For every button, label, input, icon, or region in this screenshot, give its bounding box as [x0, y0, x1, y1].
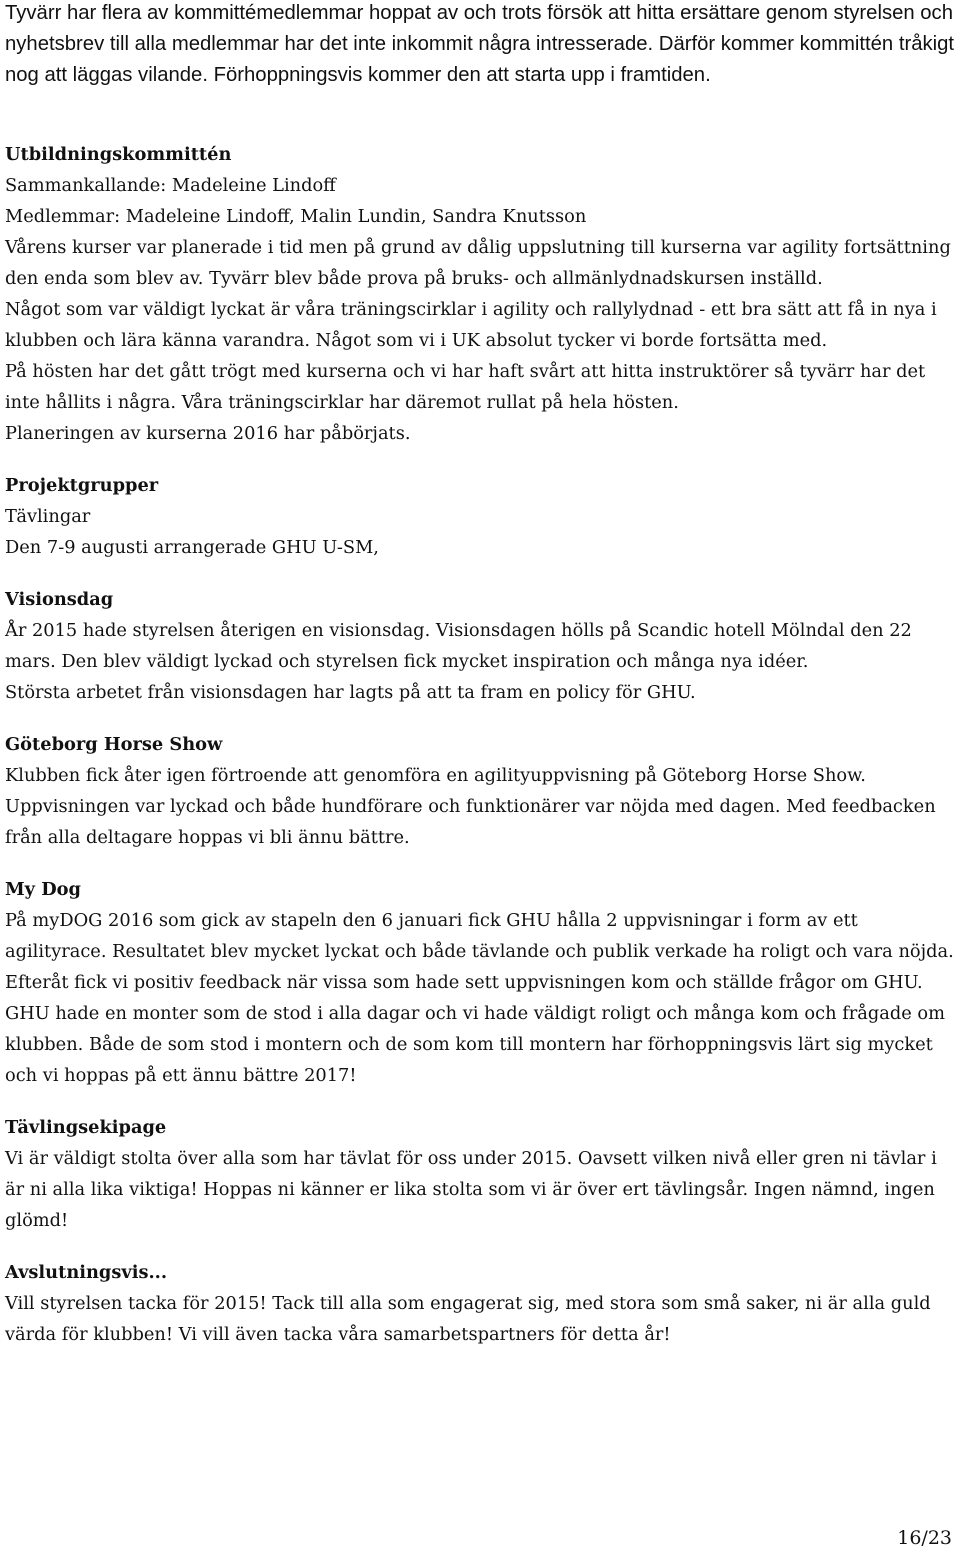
- section-my-dog: [5, 874, 955, 1091]
- section-visionsdag: [5, 584, 955, 708]
- section-heading: Utbildningskommittén: [5, 144, 232, 165]
- intro-paragraph: Tyvärr har flera av kommittémedlemmar hoppat av och trots försök att hitta ersättare genom styrelsen och nyhetsbrev till alla medlemmar har det inte inkommit några intresserade. Därför kommer kommittén tråkigt nog att läggas vilande. Förhoppningsvis kommer den att starta upp i framtiden.: [5, 2, 955, 86]
- paragraph: Vårens kurser var planerade i tid men på grund av dålig uppslutning till kurserna var agility fortsättning den enda som blev av. Tyvärr blev både prova på bruks- och allmänlydnadskursen inställd.: [5, 237, 951, 289]
- paragraph: Något som var väldigt lyckat är våra träningscirklar i agility och rallylydnad - ett bra sätt att få in nya i klubben och lära känna varandra. Något som vi i UK absolut tycker vi borde fortsätta med.: [5, 299, 937, 351]
- section-heading: Avslutningsvis...: [5, 1262, 168, 1283]
- section-heading: Göteborg Horse Show: [5, 734, 223, 755]
- report-body: [5, 139, 955, 1350]
- paragraph: Vill styrelsen tacka för 2015! Tack till alla som engagerat sig, med stora som små saker, ni är alla guld värda för klubben! Vi vill även tacka våra samarbetspartners för detta år!: [5, 1293, 931, 1345]
- section-heading: Visionsdag: [5, 589, 114, 610]
- paragraph: Klubben fick åter igen förtroende att genomföra en agilityuppvisning på Göteborg Horse Show.: [5, 765, 866, 786]
- section-goteborg-horse-show: [5, 729, 955, 853]
- subsection-title: Tävlingar: [5, 506, 91, 527]
- paragraph: Vi är väldigt stolta över alla som har tävlat för oss under 2015. Oavsett vilken nivå eller gren ni tävlar i är ni alla lika viktiga! Hoppas ni känner er lika stolta som vi är över ert tävlingsår. Ingen nämnd, ingen: [5, 1148, 937, 1200]
- section-heading: Tävlingsekipage: [5, 1117, 167, 1138]
- paragraph: Planeringen av kurserna 2016 har påbörjats.: [5, 423, 411, 444]
- section-utbildningskommitten: [5, 139, 955, 449]
- paragraph: Den 7-9 augusti arrangerade GHU U-SM,: [5, 537, 379, 558]
- paragraph: glömd!: [5, 1210, 69, 1231]
- paragraph: År 2015 hade styrelsen återigen en visionsdag. Visionsdagen hölls på Scandic hotell Mölndal den 22 mars. Den blev väldigt lyckad och styrelsen fick mycket inspiration och många nya idéer.: [5, 620, 912, 672]
- convener-line: Sammankallande: Madeleine Lindoff: [5, 175, 336, 196]
- section-tavlingsekipage: [5, 1112, 955, 1236]
- section-heading: Projektgrupper: [5, 475, 159, 496]
- members-line: Medlemmar: Madeleine Lindoff, Malin Lundin, Sandra Knutsson: [5, 206, 587, 227]
- paragraph: Största arbetet från visionsdagen har lagts på att ta fram en policy för GHU.: [5, 682, 696, 703]
- section-projektgrupper: [5, 470, 955, 563]
- paragraph: Uppvisningen var lyckad och både hundförare och funktionärer var nöjda med dagen. Med feedbacken från alla deltagare hoppas vi bli ännu bättre.: [5, 796, 936, 848]
- page-number: 16/23: [897, 1527, 952, 1549]
- section-heading: My Dog: [5, 879, 81, 900]
- paragraph: På hösten har det gått trögt med kurserna och vi har haft svårt att hitta instruktörer så tyvärr har det inte hållits i några. Våra träningscirklar har däremot rullat på hela hösten.: [5, 361, 926, 413]
- paragraph: På myDOG 2016 som gick av stapeln den 6 januari fick GHU hålla 2 uppvisningar i form av ett agilityrace. Resultatet blev mycket lyckat och både tävlande och publik verkade ha roligt och vara nöjda. Efteråt fick vi positiv feedback när vissa som hade sett uppvisningen kom och ställde frågor om GHU. GHU hade en monter som de stod i alla dagar och vi hade väldigt roligt och många kom och frågade om klubben. Både de som stod i montern och de som kom till montern har förhoppningsvis lärt sig mycket och vi hoppas på ett ännu bättre 2017!: [5, 910, 954, 1086]
- section-avslutningsvis: [5, 1257, 955, 1350]
